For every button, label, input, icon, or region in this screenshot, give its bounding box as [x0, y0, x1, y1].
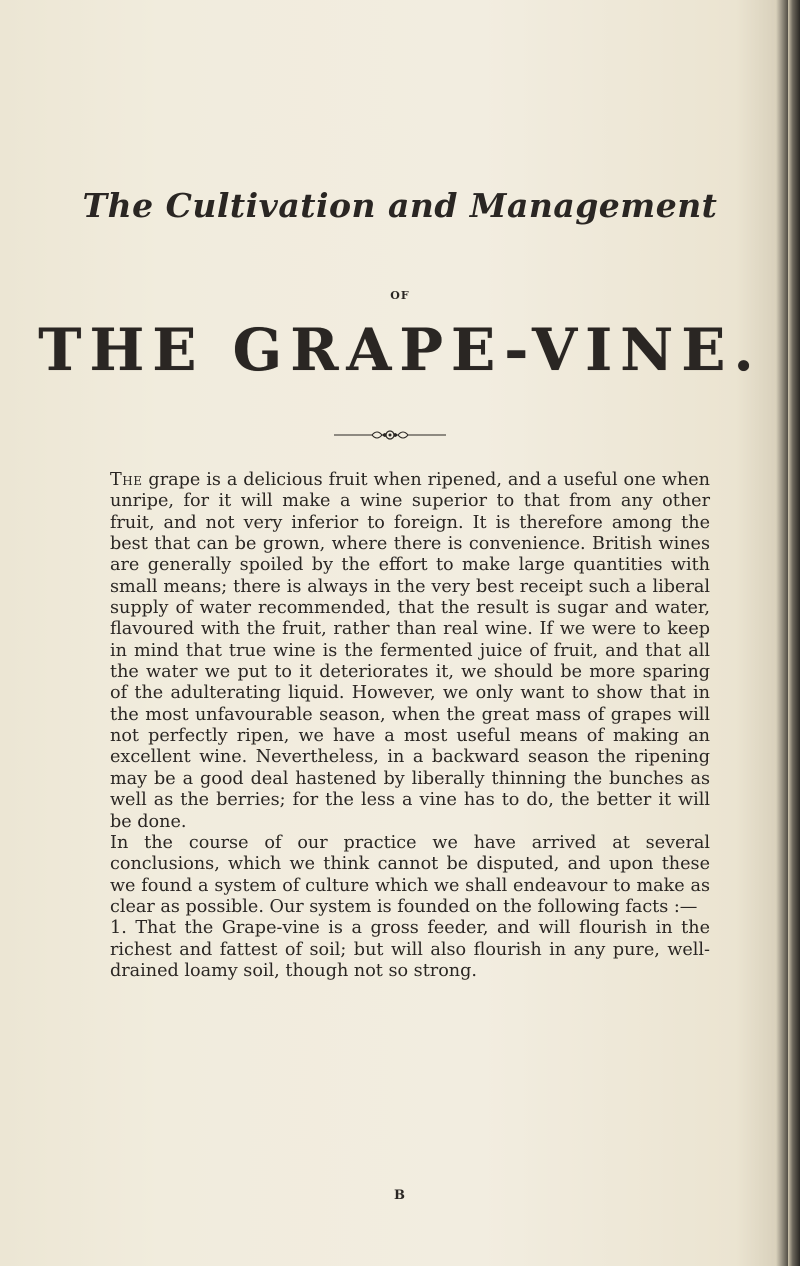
title-of: OF: [390, 289, 410, 302]
paragraph-2: In the course of our practice we have arrived at several conclusions, which we think cannot be disputed, and upon these we found a system of culture which we shall endeavour to make as clear as possible. Our system is founded on the following facts :—: [110, 832, 710, 917]
paragraph-3: 1. That the Grape-vine is a gross feeder, and will flourish in the richest and fattest of soil; but will also flourish in any pure, well-drained loamy soil, though not so strong.: [110, 918, 710, 981]
title-line: The Cultivation and Management: [82, 186, 718, 225]
signature-mark: B: [394, 1188, 406, 1203]
paragraph-1-text: grape is a delicious fruit when ripened, and a useful one when unripe, for it will make a wine superior to that from any other fruit, and not very inferior to foreign. It is therefore among the best that can be grown, where there is convenience. British wines are generally spoiled by the effort to make large quantities with small means; there is always in the very best receipt such a liberal supply of water recommended, that the result is sugar and water, flavoured with the fruit, rather than real wine. If we were to keep in mind that true wine is the fermented juice of fruit, and that all the water we put to it deteriorates it, we should be more sparing of the adulterating liquid. However, we only want to show that in the most unfavourable season, when the great mass of grapes will not perfectly ripen, we have a most useful means of making an excellent wine. Nevertheless, in a backward season the ripening may be a good deal hastened by liberally thinning the bunches as well as the berries; for the less a vine has to do, the better it will be done.: [110, 470, 710, 832]
main-title: THE GRAPE-VINE.: [38, 316, 762, 384]
body-text: [110, 470, 710, 982]
drop-word: The: [110, 470, 143, 490]
ornament-divider: [330, 427, 450, 443]
paragraph-1: [110, 470, 710, 833]
